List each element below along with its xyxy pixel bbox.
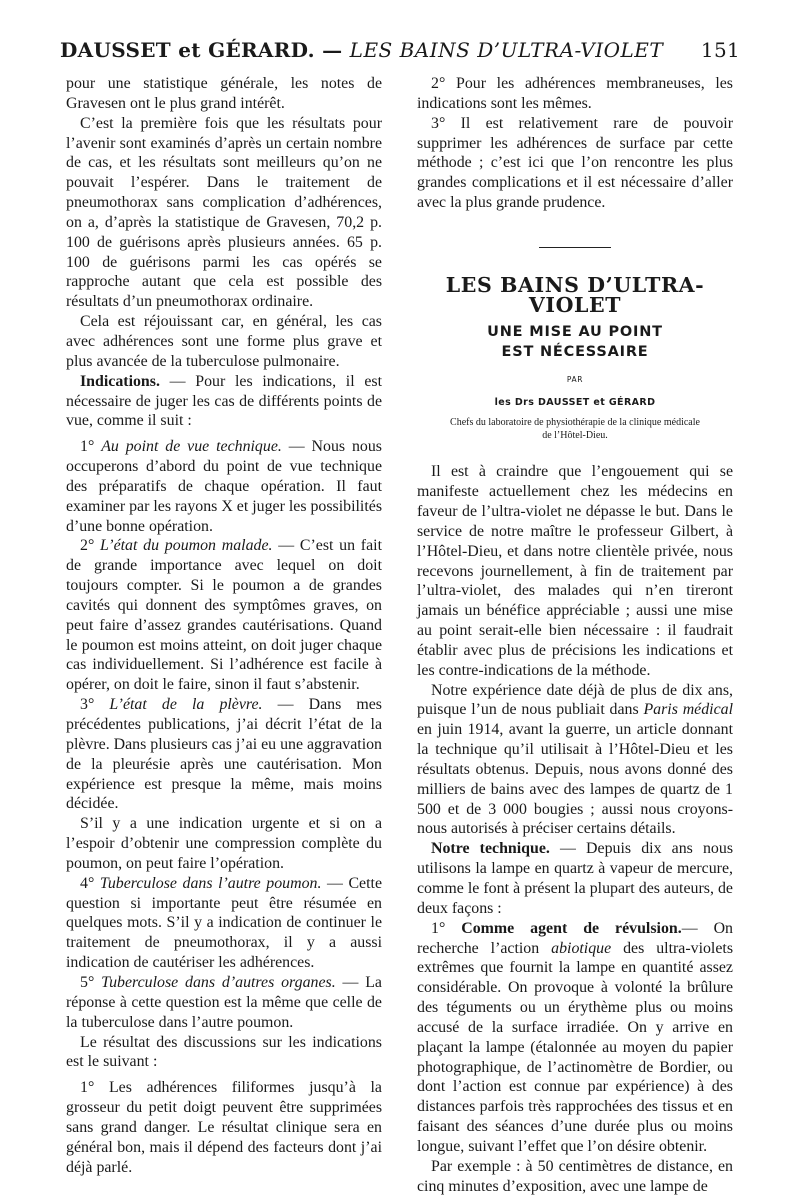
section-divider [539, 247, 611, 248]
paragraph [66, 973, 382, 1033]
paragraph-text: des ultra-violets extrêmes que fournit la lampe en quantité assez considérable. On provoque à volonté la brûlure des téguments ou un érythème plus ou moins accusé de la surface irradiée. On y arrive en plaçant la lampe (étalonnée au moyen du papier photographique, de l’actinomètre de Bordier, ou dont l’action est connue par expérience) à des distances parfois très rapprochées des tissus et en faisant des séances d’une durée plus ou moins longue, suivant l’effet que l’on désire obtenir. [417, 939, 733, 1155]
paragraph-text: — Nous nous occuperons d’abord du point de vue technique des préparatifs de chaque opération. Il faut examiner par les rayons X et juger les possibilités d’une bonne opération. [66, 438, 382, 535]
header-authors: DAUSSET et GÉRARD. — [60, 38, 350, 62]
item-number: 5° [80, 973, 102, 991]
paragraph-text: Notre expérience date déjà de plus de dix ans, puisque l’un de nous publiait dans [417, 681, 733, 719]
paragraph-text: — Dans mes précédentes publications, j’ai décrit l’état de la plèvre. Dans plusieurs cas j’ai eu une aggravation de la pleurésie après une cautérisation. Mon expérience est presque la même, mais moins décidée. [66, 696, 382, 813]
paragraph-text: — Pour les indications, il est nécessaire de juger les cas de différents points de vue, comme il suit : [66, 372, 382, 430]
paragraph: Cela est réjouissant car, en général, les cas avec adhérences sont une forme plus grave et plus avancée de la tuberculose pulmonaire. [66, 313, 382, 370]
subheading: Tuberculose dans l’autre poumon. [99, 874, 322, 892]
paragraph: 3° Il est relativement rare de pouvoir supprimer les adhérences de surface par cette méthode ; c’est ici que l’on rencontre les plus grandes complications et il est nécessaire d’aller avec la plus grande prudence. [417, 114, 733, 212]
page-number: 151 [700, 38, 740, 62]
item-number: 3° [80, 696, 110, 714]
paragraph: 2° Pour les adhérences membraneuses, les indications sont les mêmes. [417, 75, 733, 112]
article-subtitle-line-2: EST NÉCESSAIRE [501, 343, 649, 360]
paragraph: C’est la première fois que les résultats pour l’avenir sont examinés d’après un certain nombre de cas, et les résultats sont meilleurs qu’on ne pouvait l’espérer. Dans le traitement de pneumothorax sans complication d’adhérences, on a, d’après la statistique de Gravesen, 70,2 p. 100 de guérisons après plusieurs années. 65 p. 100 de guérisons parmi les cas opérés se rapproche autant que cela est possible des résultats d’un pneumothorax ordinaire. [66, 114, 382, 311]
item-number: 2° [80, 537, 101, 555]
paragraph-text: — On recherche l’action [417, 919, 733, 957]
paragraph-text: — Depuis dix ans nous utilisons la lampe en quartz à vapeur de mercure, comme le font à présent la plupart des auteurs, de deux façons : [417, 840, 734, 917]
subheading: Tuberculose dans d’autres organes. [101, 973, 336, 991]
paragraph [66, 695, 382, 814]
byline-par: PAR [566, 374, 584, 384]
paragraph: Il est à craindre que l’engouement qui se manifeste actuellement chez les médecins en faveur de l’ultra-violet ne dépasse le but. Dans le service de notre maître le professeur Gilbert, à l’Hôtel-Dieu, et dans notre clientèle privée, nous recevons journellement, à fin de traitement par l’ultra-violet, des malades qui n’en tireront jamais un bénéfice appréciable ; aussi une mise au point serait-elle bien nécessaire : il faudrait établir avec plus de précisions les indications et les contre-indications de la méthode. [417, 463, 733, 679]
paragraph: S’il y a une indication urgente et si on a l’espoir d’obtenir une compression complète du poumon, on peut faire l’opération. [66, 815, 382, 872]
paragraph [417, 681, 733, 840]
paragraph: Par exemple : à 50 centimètres de distance, en cinq minutes d’exposition, avec une lampe de [417, 1157, 733, 1195]
subheading: L’état du poumon malade. [100, 537, 273, 555]
section-heading: Comme agent de révulsion. [461, 919, 682, 937]
running-title [60, 38, 663, 62]
item-number: 4° [80, 874, 100, 892]
section-heading: Notre technique. [431, 840, 550, 858]
running-header [60, 38, 740, 62]
left-column [66, 74, 382, 1177]
paragraph-text: en juin 1914, avant la guerre, un article donnant la technique qu’il utilisait à l’Hôtel-Dieu et les résultats obtenus. Depuis, nous avons donné des milliers de bains avec des lampes de quartz de 1 500 et de 3 000 bougies ; aussi nous croyons-nous autorisés à préciser certains détails. [417, 721, 733, 838]
paragraph-text: — La réponse à cette question est la même que celle de la tuberculose dans l’autre poumon. [66, 973, 382, 1031]
paragraph: Le résultat des discussions sur les indications est le suivant : [66, 1033, 382, 1071]
affiliation-line-2: de l’Hôtel-Dieu. [542, 430, 608, 442]
item-number: 1° [431, 919, 462, 937]
subheading: L’état de la plèvre. [109, 696, 263, 714]
paragraph [66, 536, 382, 695]
item-number: 1° [80, 438, 102, 456]
section-heading: Indications. [80, 372, 160, 390]
header-article-title: LES BAINS D’ULTRA-VIOLET [349, 38, 664, 62]
paragraph [66, 874, 382, 973]
article-authors: les Drs DAUSSET et GÉRARD [494, 397, 656, 409]
paragraph: pour une statistique générale, les notes de Gravesen ont le plus grand intérêt. [66, 75, 382, 112]
paragraph [417, 839, 733, 918]
paragraph-text: — Cette question si importante peut être résumée en quelques mots. S’il y a indication de continuer le traitement de pneumothorax, il y a aussi indication de cautériser les adhérences. [66, 874, 382, 972]
right-column [417, 74, 733, 1197]
paragraph [66, 437, 382, 536]
subheading: Au point de vue technique. [101, 438, 282, 456]
affiliation-line-1: Chefs du laboratoire de physiothérapie de la clinique médicale [450, 417, 700, 429]
paragraph: 1° Les adhérences filiformes jusqu’à la grosseur du petit doigt peuvent être supprimées sans grand danger. Le résultat clinique sera en général bon, mais il dépend des facteurs dont j’ai déjà parlé. [66, 1079, 382, 1176]
journal-name: Paris médical [643, 701, 733, 719]
article-title: LES BAINS D’ULTRA-VIOLET [445, 272, 705, 317]
paragraph [66, 372, 382, 432]
article-subtitle-line-1: UNE MISE AU POINT [487, 323, 663, 340]
paragraph-text: — C’est un fait de grande importance avec lequel on doit toujours compter. Si le poumon a de grandes cavités qui donnent des symptômes graves, on peut faire d’assez grandes cautérisations. Quand le poumon est moins atteint, on doit juger chaque cas individuellement. Si l’adhérence est facile à opérer, on doit le faire, sinon il faut s’abstenir. [66, 537, 382, 694]
author-affiliation [417, 416, 733, 442]
paragraph [417, 919, 733, 1157]
emphasis: abiotique [551, 939, 612, 957]
